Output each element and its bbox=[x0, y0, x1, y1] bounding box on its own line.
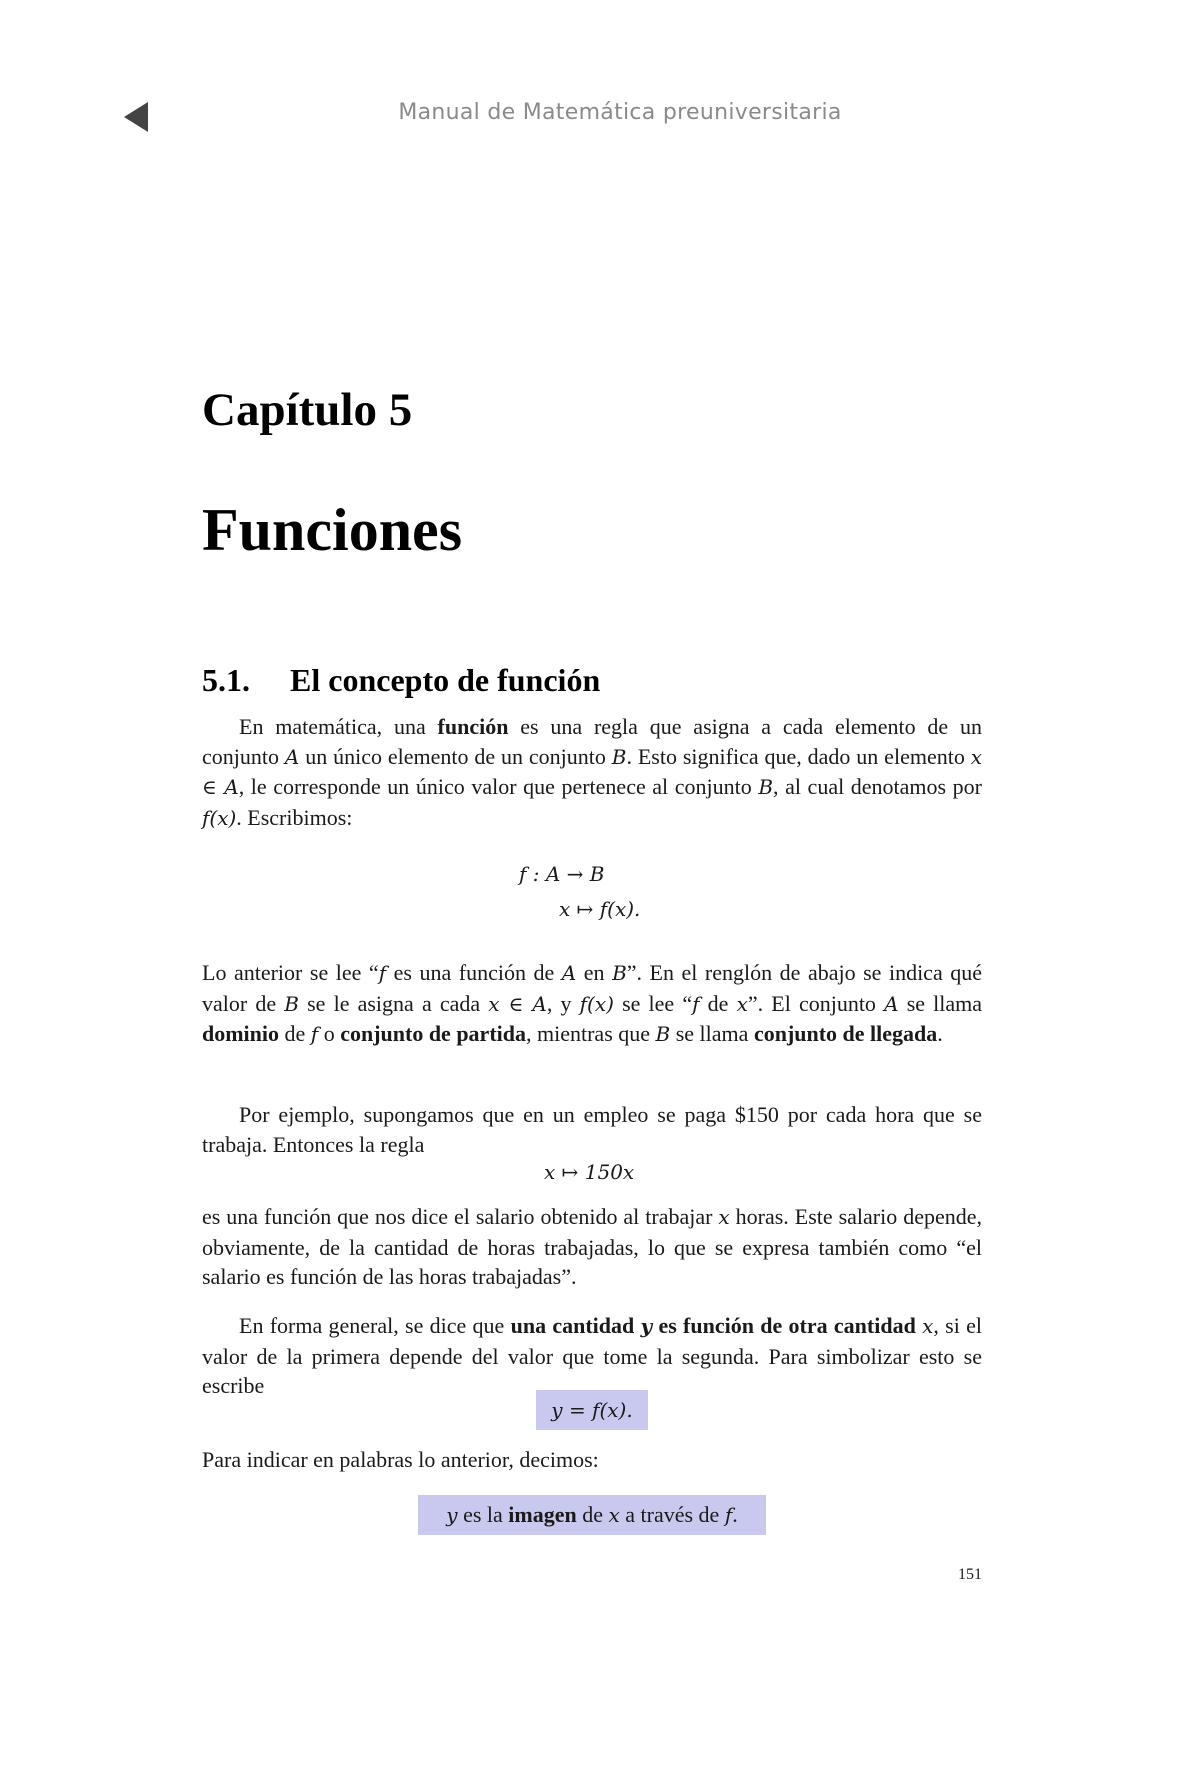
equation-salary: x ↦ 150x bbox=[544, 1160, 635, 1184]
highlight-box-equation: y = f(x). bbox=[536, 1390, 648, 1430]
chapter-title: Funciones bbox=[202, 497, 463, 563]
equation-mapping-line2: x ↦ f(x). bbox=[559, 897, 641, 921]
paragraph-general: En forma general, se dice que una cantidad y es función de otra cantidad x, si el valor de la primera depende del valor que tome la segunda. Para simbolizar esto se escribe bbox=[202, 1313, 982, 1398]
page-number: 151 bbox=[958, 1566, 982, 1583]
equation-mapping-line1: f : A → B bbox=[519, 862, 605, 886]
chapter-label: Capítulo 5 bbox=[202, 384, 413, 436]
section-heading bbox=[202, 662, 600, 699]
paragraph-definition: En matemática, una función es una regla que asigna a cada elemento de un conjunto A un único elemento de un conjunto B. Esto significa que, dado un elemento x ∈ A, le corresponde un único valor que pertenece al conjunto B, al cual denotamos por f(x). Escribimos: bbox=[202, 714, 982, 830]
paragraph-words: Para indicar en palabras lo anterior, decimos: bbox=[202, 1447, 599, 1472]
section-number: 5.1. bbox=[202, 662, 250, 698]
running-header: Manual de Matemática preuniversitaria bbox=[398, 100, 842, 125]
paragraph-example: Por ejemplo, supongamos que en un empleo se paga $150 por cada hora que se trabaja. Entonces la regla bbox=[202, 1102, 982, 1157]
paragraph-salary: es una función que nos dice el salario obtenido al trabajar x horas. Este salario depende, obviamente, de la cantidad de horas trabajadas, lo que se expresa también como “el salario es función de las horas trabajadas”. bbox=[202, 1204, 982, 1289]
highlight-box-image: y es la imagen de x a través de f. bbox=[418, 1495, 766, 1535]
triangle-left-icon[interactable] bbox=[124, 102, 148, 132]
paragraph-reading: Lo anterior se lee “f es una función de A en B”. En el renglón de abajo se indica qué valor de B se le asigna a cada x ∈ A, y f(x) se lee “f de x”. El conjunto A se llama dominio de f o conjunto de partida, mientras que B se llama conjunto de llegada. bbox=[202, 960, 983, 1046]
section-title: El concepto de función bbox=[290, 662, 601, 698]
